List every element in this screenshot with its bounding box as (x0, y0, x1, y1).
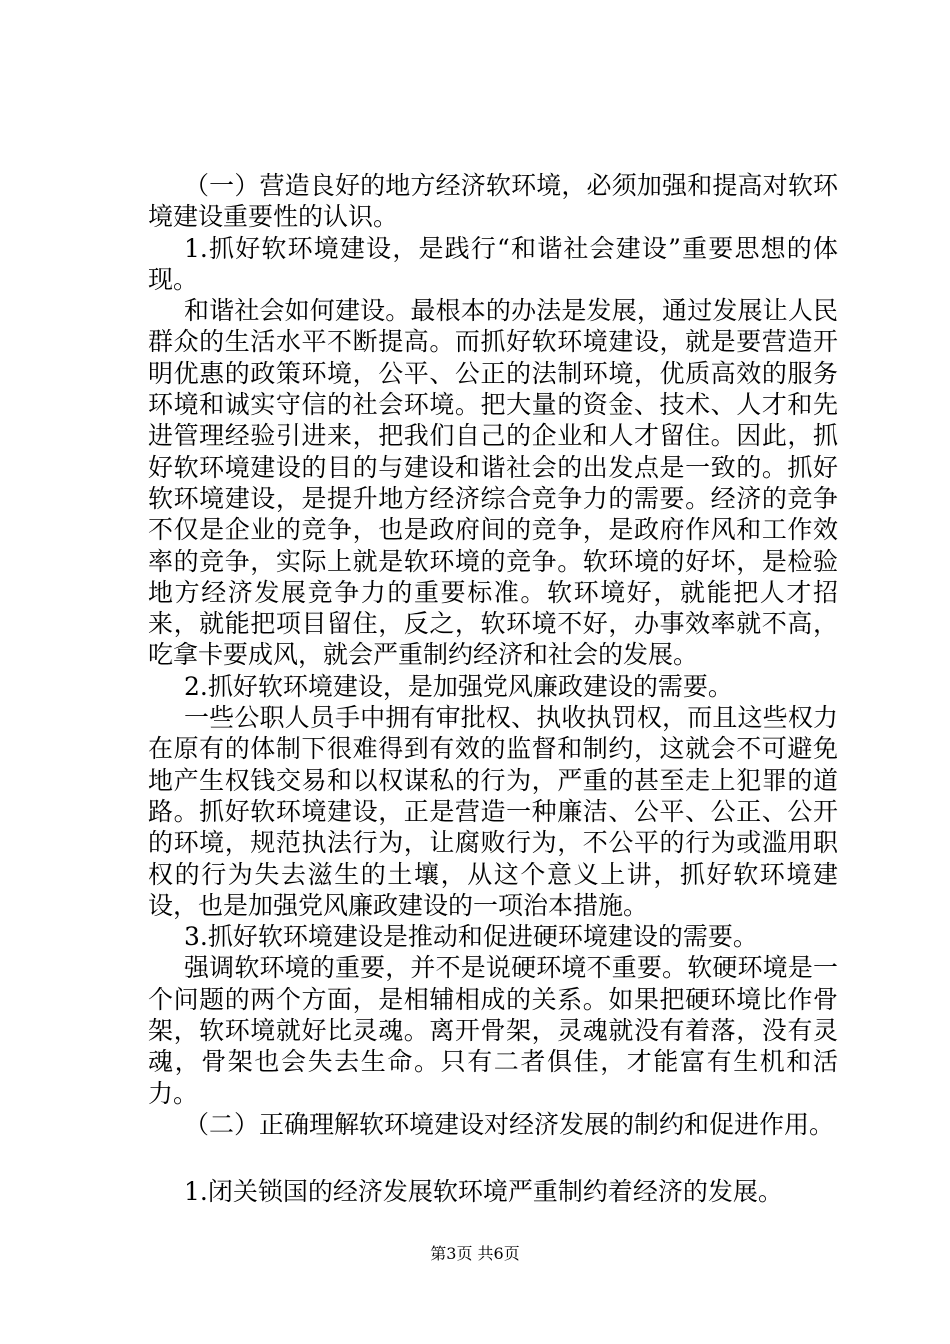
subheading-1: 1.抓好软环境建设，是践行“和谐社会建设”重要思想的体现。 (148, 233, 838, 294)
paragraph-2: 一些公职人员手中拥有审批权、执收执罚权，而且这些权力在原有的体制下很难得到有效的监督和制约，这就会不可避免地产生权钱交易和以权谋私的行为，严重的甚至走上犯罪的道路。抓好软环境建设，正是营造一种廉洁、公平、公正、公开的环境，规范执法行为，让腐败行为，不公平的行为或滥用职权的行为失去滋生的土壤，从这个意义上讲，抓好软环境建设，也是加强党风廉政建设的一项治本措施。 (148, 703, 838, 920)
section-heading-1: （一）营造良好的地方经济软环境，必须加强和提高对软环境建设重要性的认识。 (148, 171, 838, 232)
subheading-2: 2.抓好软环境建设，是加强党风廉政建设的需要。 (184, 671, 733, 701)
subheading-4: 1.闭关锁国的经济发展软环境严重制约着经济的发展。 (184, 1177, 783, 1207)
section-heading-2: （二）正确理解软环境建设对经济发展的制约和促进作用。 (184, 1109, 835, 1139)
subheading-3: 3.抓好软环境建设是推动和促进硬环境建设的需要。 (184, 922, 758, 952)
paragraph-3: 强调软环境的重要，并不是说硬环境不重要。软硬环境是一个问题的两个方面，是相辅相成的关系。如果把硬环境比作骨架，软环境就好比灵魂。离开骨架，灵魂就没有着落，没有灵魂，骨架也会失去生命。只有二者俱佳，才能富有生机和活力。 (148, 953, 838, 1108)
page-footer: 第3页 共6页 (430, 1244, 520, 1263)
document-body (148, 170, 838, 1208)
paragraph-1: 和谐社会如何建设。最根本的办法是发展，通过发展让人民群众的生活水平不断提高。而抓好软环境建设，就是要营造开明优惠的政策环境，公平、公正的法制环境，优质高效的服务环境和诚实守信的社会环境。把大量的资金、技术、人才和先进管理经验引进来，把我们自己的企业和人才留住。因此，抓好软环境建设的目的与建设和谐社会的出发点是一致的。抓好软环境建设，是提升地方经济综合竞争力的需要。经济的竞争不仅是企业的竞争，也是政府间的竞争，是政府作风和工作效率的竞争，实际上就是软环境的竞争。软环境的好坏，是检验地方经济发展竞争力的重要标准。软环境好，就能把人才招来，就能把项目留住，反之，软环境不好，办事效率就不高，吃拿卡要成风，就会严重制约经济和社会的发展。 (148, 296, 838, 670)
